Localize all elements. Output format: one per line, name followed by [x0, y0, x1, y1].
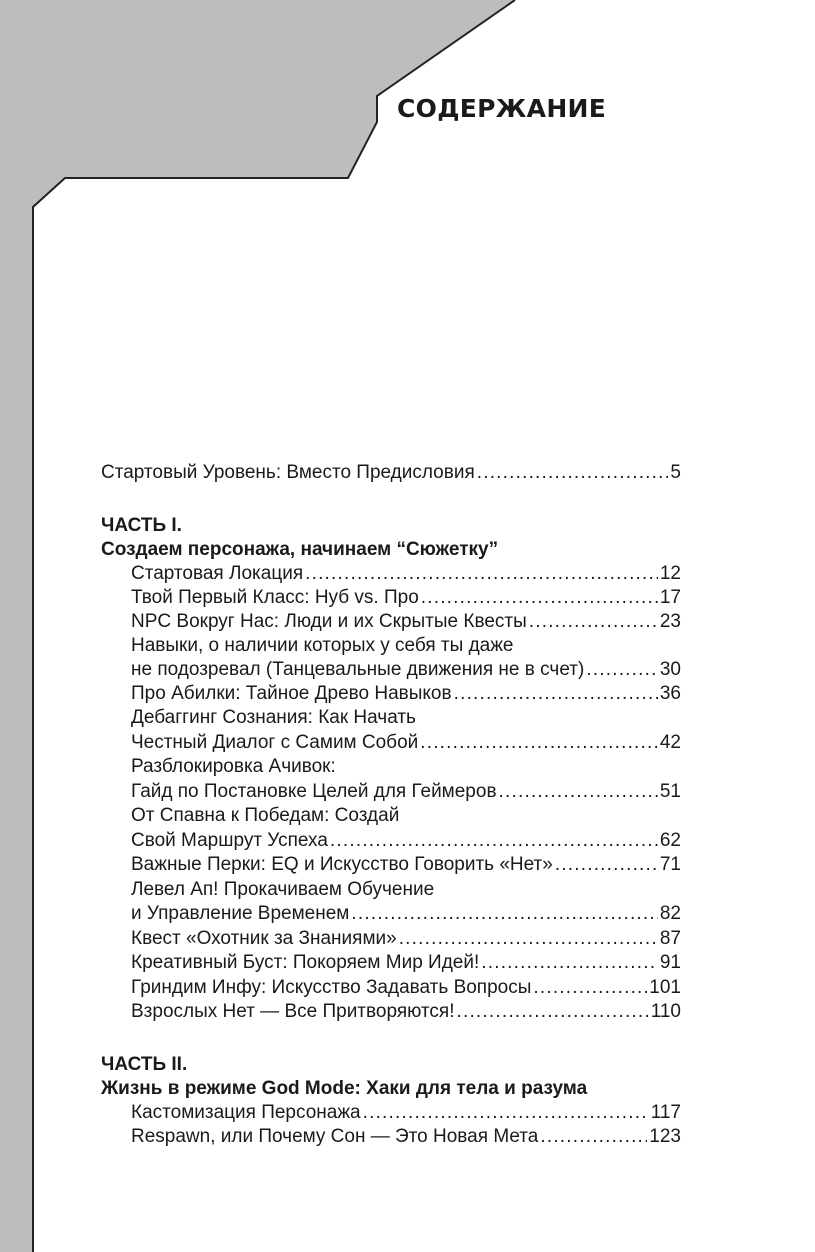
toc-entry[interactable] [131, 731, 681, 755]
part-title: Создаем персонажа, начинаем “Сюжетку” [101, 539, 499, 560]
toc-entry-page: 42 [659, 732, 681, 753]
toc-entry[interactable] [131, 562, 681, 586]
toc-entry-title: Стартовая Локация [131, 563, 304, 584]
toc-entry-title: Разблокировка Ачивок: [131, 756, 336, 777]
toc-entry-title: От Спавна к Победам: Создай [131, 805, 400, 826]
toc-entry-page: 51 [659, 781, 681, 802]
toc-entry-intro[interactable] [101, 461, 681, 485]
toc-entry-page: 5 [670, 462, 681, 483]
toc-entry-page: 23 [659, 611, 681, 632]
part-title: Жизнь в режиме God Mode: Хаки для тела и разума [101, 1078, 588, 1099]
leader-dots [540, 1125, 647, 1149]
toc-entry-page: 36 [659, 683, 681, 704]
leader-dots [351, 902, 658, 926]
toc-entry-page: 71 [659, 854, 681, 875]
toc-entry-page: 30 [659, 659, 681, 680]
leader-dots [529, 610, 658, 634]
toc-entry-title: Свой Маршрут Успеха [131, 830, 328, 851]
toc-entry[interactable] [131, 951, 681, 975]
toc-entry-page: 117 [650, 1102, 681, 1123]
toc-entry[interactable] [131, 976, 681, 1000]
toc-entry-title: Важные Перки: EQ и Искусство Говорить «Нет» [131, 854, 553, 875]
toc-entry[interactable] [131, 682, 681, 706]
toc-entry-line[interactable] [131, 634, 681, 658]
toc-entry-title: Про Абилки: Тайное Древо Навыков [131, 683, 452, 704]
toc-entry-page: 123 [649, 1126, 681, 1147]
toc-entry[interactable] [131, 902, 681, 926]
toc-entry-page: 62 [659, 830, 681, 851]
toc-entry-title: Стартовый Уровень: Вместо Предисловия [101, 462, 475, 483]
toc-entry-title: Креативный Буст: Покоряем Мир Идей! [131, 952, 480, 973]
toc-entry[interactable] [131, 853, 681, 877]
leader-dots [399, 927, 658, 951]
toc-entry-title: Гайд по Постановке Целей для Геймеров [131, 781, 497, 802]
toc-entry-page: 87 [659, 928, 681, 949]
toc-entry-title: Навыки, о наличии которых у себя ты даже [131, 635, 514, 656]
toc-entry-title: не подозревал (Танцевальные движения не в счет) [131, 659, 585, 680]
toc-entry-title: NPC Вокруг Нас: Люди и их Скрытые Квесты [131, 611, 527, 632]
toc-entry-title: Respawn, или Почему Сон — Это Новая Мета [131, 1126, 539, 1147]
toc-entry[interactable] [131, 658, 681, 682]
leader-dots [555, 853, 658, 877]
toc-entry-line[interactable] [131, 755, 681, 779]
leader-dots [420, 731, 658, 755]
toc-entry-title: Твой Первый Класс: Нуб vs. Про [131, 587, 419, 608]
toc-entry[interactable] [131, 780, 681, 804]
toc-entry-page: 82 [659, 903, 681, 924]
leader-dots [533, 976, 647, 1000]
toc-entry-title: Дебаггинг Сознания: Как Начать [131, 707, 416, 728]
toc-entry-title: Кастомизация Персонажа [131, 1102, 361, 1123]
toc-entry[interactable] [131, 586, 681, 610]
toc-entry[interactable] [131, 610, 681, 634]
leader-dots [305, 562, 658, 586]
part-label: ЧАСТЬ I. [101, 515, 182, 536]
toc-entry-title: и Управление Временем [131, 903, 350, 924]
part-label: ЧАСТЬ II. [101, 1054, 188, 1075]
toc-entry-title: Честный Диалог с Самим Собой [131, 732, 419, 753]
toc-entry-page: 110 [650, 1001, 681, 1022]
toc-entry-title: Взрослых Нет — Все Притворяются! [131, 1001, 455, 1022]
leader-dots [363, 1101, 649, 1125]
toc-entry[interactable] [131, 927, 681, 951]
leader-dots [457, 1000, 649, 1024]
toc-entry-title: Гриндим Инфу: Искусство Задавать Вопросы [131, 977, 532, 998]
leader-dots [330, 829, 658, 853]
toc-entry[interactable] [131, 1000, 681, 1024]
toc-entry-line[interactable] [131, 878, 681, 902]
leader-dots [421, 586, 658, 610]
toc-entry-page: 101 [649, 977, 681, 998]
toc-entry[interactable] [131, 1101, 681, 1125]
leader-dots [477, 461, 669, 485]
toc-entry-page: 17 [659, 587, 681, 608]
page-title: СОДЕРЖАНИЕ [397, 94, 607, 123]
leader-dots [586, 658, 658, 682]
toc-entry-line[interactable] [131, 804, 681, 828]
toc-entry[interactable] [131, 829, 681, 853]
toc-entry-page: 91 [659, 952, 681, 973]
toc-entry-line[interactable] [131, 706, 681, 730]
toc-entry[interactable] [131, 1125, 681, 1149]
leader-dots [481, 951, 658, 975]
toc-entry-page: 12 [659, 563, 681, 584]
leader-dots [499, 780, 658, 804]
toc-entry-title: Левел Ап! Прокачиваем Обучение [131, 879, 435, 900]
toc-entry-title: Квест «Охотник за Знаниями» [131, 928, 397, 949]
leader-dots [454, 682, 658, 706]
